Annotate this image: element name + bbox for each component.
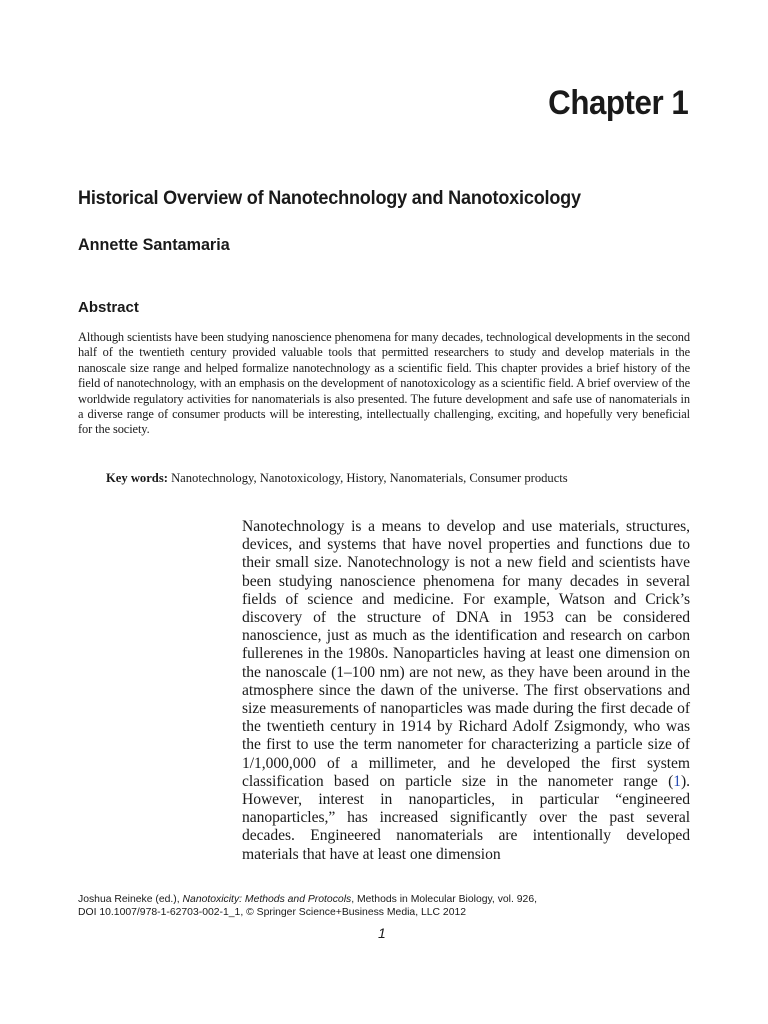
footnote-series: , Methods in Molecular Biology, vol. 926, <box>351 894 537 905</box>
footnote-doi: DOI 10.1007/978-1-62703-002-1_1, © Springer Science+Business Media, LLC 2012 <box>78 907 467 918</box>
footnote-editor: Joshua Reineke (ed.), <box>78 894 183 905</box>
keywords <box>106 470 696 486</box>
author-name: Annette Santamaria <box>78 235 230 254</box>
keywords-label: Key words: <box>106 471 168 485</box>
citation-link[interactable]: 1 <box>673 772 681 790</box>
article-title: Historical Overview of Nanotechnology and Nanotoxicology <box>78 188 581 209</box>
chapter-label: Chapter 1 <box>547 84 688 122</box>
abstract-text: Although scientists have been studying nanoscience phenomena for many decades, technological developments in the second half of the twentieth century provided valuable tools that permitted researchers to study and develop materials in the nanoscale size range and helped formalize nanotechnology as a scientific field. This chapter provides a brief history of the field of nanotechnology, with an emphasis on the development of nanotoxicology as a scientific field. A brief overview of the worldwide regulatory activities for nanomaterials is also presented. The future development and safe use of nanomaterials in a diverse range of consumer products will be interesting, intellectually challenging, exciting, and hopefully very beneficial for the society. <box>78 330 690 437</box>
keywords-text: Nanotechnology, Nanotoxicology, History, Nanomaterials, Consumer products <box>171 471 568 485</box>
page-number: 1 <box>378 925 386 941</box>
footnote-book-title: Nanotoxicity: Methods and Protocols <box>182 894 352 905</box>
body-paragraph <box>242 518 690 864</box>
body-text-end: ). However, interest in nanoparticles, in particular “engineered nanoparticles,” has increased significantly over the past several decades. Engineered nanomaterials are intentionally developed materials that have at least one dimension <box>242 772 690 863</box>
body-text-start: Nanotechnology is a means to develop and use materials, structures, devices, and systems that have novel properties and functions due to their small size. Nanotechnology is not a new field and scientists have been studying nanoscience phenomena for many decades in several fields of science and medicine. For example, Watson and Crick’s discovery of the structure of DNA in 1953 can be considered nanoscience, just as much as the identification and research on carbon fullerenes in the 1980s. Nanoparticles having at least one dimension on the nanoscale (1–100 nm) are not new, as they have been around in the atmosphere since the dawn of the universe. The first observations and size measurements of nanoparticles was made during the first decade of the twentieth century in 1914 by Richard Adolf Zsigmondy, who was the first to use the term nanometer for characterizing a particle size of 1/1,000,000 of a millimeter, and he developed the first system classification based on particle size in the nanometer range ( <box>242 518 690 790</box>
abstract-heading: Abstract <box>78 299 139 316</box>
footnote <box>78 893 690 919</box>
